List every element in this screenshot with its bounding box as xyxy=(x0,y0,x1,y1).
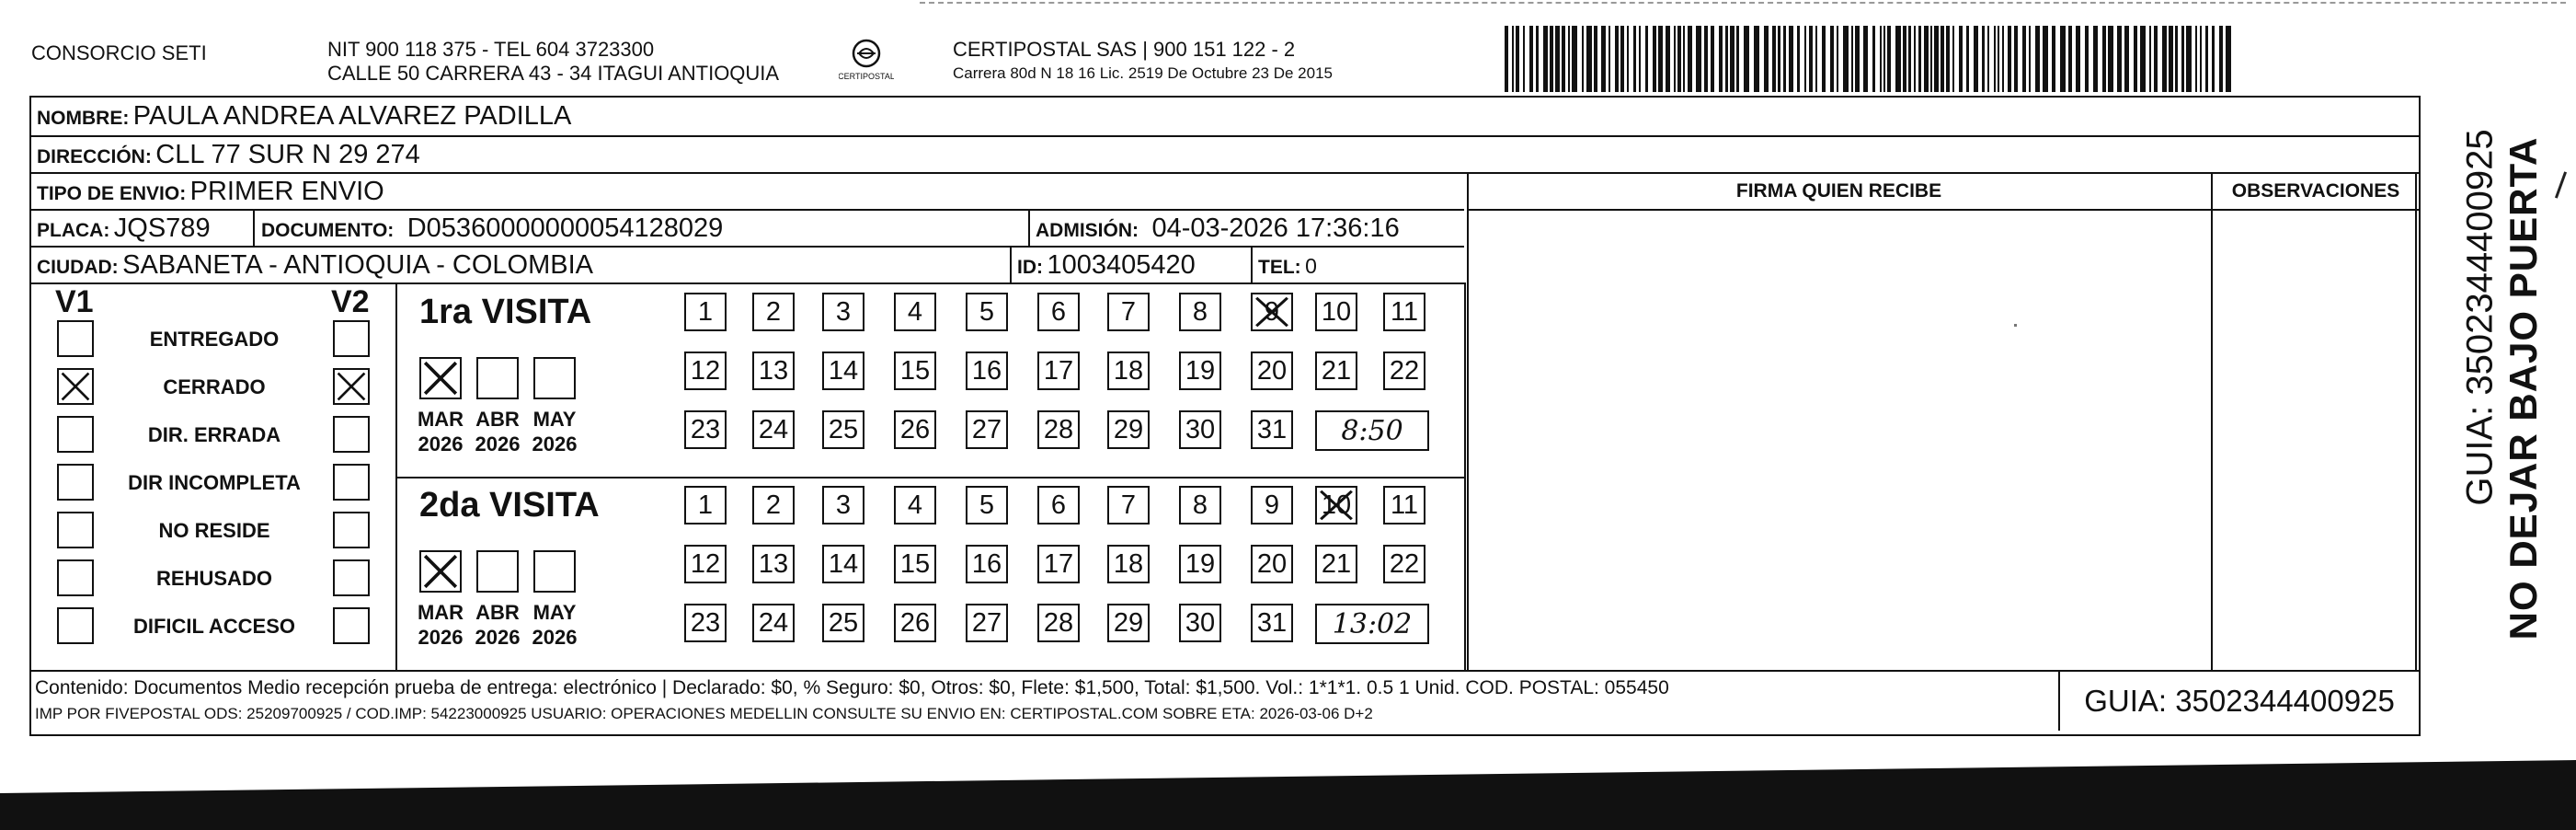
visit-title: 2da VISITA xyxy=(419,486,600,525)
month-label xyxy=(469,407,526,456)
day-cell[interactable]: 24 xyxy=(752,604,795,642)
month-checkbox[interactable] xyxy=(419,357,462,399)
barcode-bar xyxy=(1688,26,1692,92)
barcode-bar xyxy=(1772,26,1776,92)
barcode-bar xyxy=(1987,26,1989,92)
day-cell[interactable]: 12 xyxy=(684,352,727,390)
day-cell[interactable]: 17 xyxy=(1037,545,1080,583)
day-cell[interactable]: 12 xyxy=(684,545,727,583)
barcode-bar xyxy=(1895,26,1901,92)
day-cell[interactable]: 19 xyxy=(1179,545,1221,583)
day-cell[interactable]: 14 xyxy=(822,352,864,390)
month-name: MAR xyxy=(417,408,464,431)
day-cell[interactable]: 25 xyxy=(822,410,864,449)
x-mark-icon xyxy=(421,552,460,591)
day-cell[interactable]: 23 xyxy=(684,410,727,449)
barcode-bar xyxy=(2052,26,2055,92)
barcode-bar xyxy=(2226,26,2231,92)
day-cell[interactable]: 26 xyxy=(894,410,936,449)
barcode-bar xyxy=(1822,26,1826,92)
tel-value: 0 xyxy=(1305,254,1317,278)
header-cols-line xyxy=(1467,209,2419,211)
barcode-bar xyxy=(1653,26,1656,92)
placa-value: JQS789 xyxy=(113,213,211,243)
barcode-bar xyxy=(2068,26,2072,92)
barcode-bar xyxy=(1966,26,1969,92)
row-line-2 xyxy=(29,172,2421,174)
day-cell[interactable]: 29 xyxy=(1107,410,1150,449)
barcode-bar xyxy=(1568,26,1570,92)
nombre-label: NOMBRE: xyxy=(37,108,130,129)
tipo-envio-value: PRIMER ENVIO xyxy=(189,177,384,206)
status-label: CERRADO xyxy=(163,375,266,398)
id-field xyxy=(1017,250,1196,281)
barcode-bar xyxy=(2085,26,2089,92)
form-border-bottom xyxy=(29,734,2421,736)
nit-tel: NIT 900 118 375 - TEL 604 3723300 xyxy=(327,38,655,61)
v2-checkbox[interactable] xyxy=(333,607,370,644)
day-cell[interactable]: 22 xyxy=(1383,352,1425,390)
v1-header: V1 xyxy=(55,284,94,319)
barcode-bar xyxy=(1941,26,1944,92)
scan-bottom-edge xyxy=(0,760,2576,830)
v1-checkbox[interactable] xyxy=(57,464,94,501)
day-cell[interactable]: 16 xyxy=(966,352,1008,390)
day-cell[interactable]: 3 xyxy=(822,486,864,525)
barcode-bar xyxy=(2140,26,2146,92)
scan-speck xyxy=(2014,324,2017,327)
tel-label: TEL: xyxy=(1258,257,1301,278)
id-sep xyxy=(1010,246,1012,282)
day-cell[interactable]: 6 xyxy=(1037,486,1080,525)
v2-checkbox[interactable] xyxy=(333,512,370,548)
barcode-bar xyxy=(2102,26,2106,92)
row-line-1 xyxy=(29,135,2421,137)
day-cell[interactable]: 19 xyxy=(1179,352,1221,390)
guia-box: GUIA: 3502344400925 xyxy=(2058,672,2419,731)
barcode-bar xyxy=(2205,26,2208,92)
barcode-bar xyxy=(1974,26,1978,92)
observaciones-header: OBSERVACIONES xyxy=(2231,180,2400,202)
month-year: 2026 xyxy=(418,626,464,649)
day-cell[interactable]: 29 xyxy=(1107,604,1150,642)
documento-field xyxy=(261,213,723,244)
month-name: ABR xyxy=(475,408,520,431)
v2-checkbox[interactable] xyxy=(333,368,370,405)
month-name: ABR xyxy=(475,601,520,624)
barcode-bar xyxy=(1586,26,1592,92)
day-cell[interactable]: 1 xyxy=(684,293,727,331)
barcode-bar xyxy=(1615,26,1619,92)
barcode-bar xyxy=(2076,26,2080,92)
row-line-3 xyxy=(29,209,1464,211)
barcode-bar xyxy=(1658,26,1663,92)
v2-checkbox[interactable] xyxy=(333,416,370,453)
svg-text:CERTIPOSTAL: CERTIPOSTAL xyxy=(839,72,894,81)
barcode-bar xyxy=(1863,26,1868,92)
barcode-bar xyxy=(2149,26,2151,92)
day-cell[interactable]: 5 xyxy=(966,293,1008,331)
placa-field xyxy=(37,213,211,244)
barcode-bar xyxy=(1855,26,1860,92)
x-mark-icon xyxy=(421,359,460,398)
day-cell[interactable]: 31 xyxy=(1251,410,1293,449)
day-cell[interactable]: 31 xyxy=(1251,604,1293,642)
barcode-bar xyxy=(2195,26,2197,92)
day-cell[interactable]: 26 xyxy=(894,604,936,642)
certipostal-line1: CERTIPOSTAL SAS | 900 151 122 - 2 xyxy=(953,38,1296,61)
barcode-bar xyxy=(1744,26,1749,92)
barcode-bar xyxy=(2108,26,2113,92)
id-value: 1003405420 xyxy=(1047,250,1196,280)
day-cell[interactable]: 23 xyxy=(684,604,727,642)
certipostal-logo-icon xyxy=(839,37,894,92)
v2-checkbox[interactable] xyxy=(333,464,370,501)
tipo-envio-label: TIPO DE ENVIO: xyxy=(37,183,187,204)
day-cell[interactable]: 10 xyxy=(1315,486,1357,525)
barcode-bar xyxy=(1620,26,1624,92)
barcode-bar xyxy=(2014,26,2018,92)
barcode-bar xyxy=(1627,26,1629,92)
barcode-bar xyxy=(1946,26,1950,92)
firma-col-left xyxy=(1467,172,1469,672)
status-label: NO RESIDE xyxy=(158,519,270,542)
day-cell[interactable]: 7 xyxy=(1107,293,1150,331)
month-name: MAR xyxy=(417,601,464,624)
documento-value: D05360000000054128029 xyxy=(406,213,724,243)
barcode-bar xyxy=(1924,26,1929,92)
id-label: ID: xyxy=(1017,257,1043,278)
barcode-bar xyxy=(1677,26,1681,92)
barcode-bar xyxy=(2186,26,2192,92)
barcode-bar xyxy=(2212,26,2215,92)
status-label: DIFICIL ACCESO xyxy=(132,615,295,638)
barcode-bar xyxy=(1633,26,1636,92)
month-label xyxy=(469,600,526,650)
side-warning: NO DEJAR BAJO PUERTA xyxy=(2502,136,2545,640)
v1-checkbox[interactable] xyxy=(57,607,94,644)
barcode-bar xyxy=(1601,26,1606,92)
status-label: DIR. ERRADA xyxy=(147,423,281,446)
tel-sep xyxy=(1251,246,1253,282)
barcode-bar xyxy=(2181,26,2184,92)
day-cell[interactable]: 14 xyxy=(822,545,864,583)
row-line-4 xyxy=(29,246,1464,248)
x-mark-icon xyxy=(59,370,92,403)
barcode-bar xyxy=(2175,26,2178,92)
barcode-bar xyxy=(2200,26,2202,92)
visit-title: 1ra VISITA xyxy=(419,293,592,331)
barcode-bar xyxy=(1837,26,1838,92)
v1-checkbox[interactable] xyxy=(57,320,94,357)
day-cell[interactable]: 6 xyxy=(1037,293,1080,331)
day-cell[interactable]: 2 xyxy=(752,293,795,331)
day-cell[interactable]: 7 xyxy=(1107,486,1150,525)
ciudad-value: SABANETA - ANTIOQUIA - COLOMBIA xyxy=(122,250,594,280)
day-cell[interactable]: 30 xyxy=(1179,410,1221,449)
barcode-bar xyxy=(1880,26,1882,92)
barcode-bar xyxy=(2022,26,2026,92)
barcode-bar xyxy=(1536,26,1539,92)
day-cell[interactable]: 30 xyxy=(1179,604,1221,642)
nombre-value: PAULA ANDREA ALVAREZ PADILLA xyxy=(132,101,572,131)
day-cell[interactable]: 8 xyxy=(1179,293,1221,331)
month-checkbox[interactable] xyxy=(533,357,576,399)
day-cell[interactable]: 27 xyxy=(966,410,1008,449)
ciudad-label: CIUDAD: xyxy=(37,257,119,278)
day-cell[interactable]: 18 xyxy=(1107,545,1150,583)
day-cell[interactable]: 18 xyxy=(1107,352,1150,390)
day-cell[interactable]: 28 xyxy=(1037,410,1080,449)
day-cell[interactable]: 15 xyxy=(894,545,936,583)
day-cell[interactable]: 20 xyxy=(1251,352,1293,390)
month-year: 2026 xyxy=(418,432,464,455)
barcode-bar xyxy=(1582,26,1584,92)
barcode-bar xyxy=(1736,26,1739,92)
month-name: MAY xyxy=(532,408,577,431)
barcode-bar xyxy=(1512,26,1514,92)
barcode-bar xyxy=(1764,26,1769,92)
day-cell[interactable]: 9 xyxy=(1251,486,1293,525)
placa-label: PLACA: xyxy=(37,220,110,241)
day-cell[interactable]: 9 xyxy=(1251,293,1293,331)
barcode-bar xyxy=(1883,26,1885,92)
barcode-bar xyxy=(1815,26,1817,92)
company-address: CALLE 50 CARRERA 43 - 34 ITAGUI ANTIOQUIA xyxy=(327,62,780,85)
month-label xyxy=(412,407,469,456)
month-checkbox[interactable] xyxy=(476,357,519,399)
barcode-bar xyxy=(1851,26,1853,92)
admision-sep xyxy=(1028,209,1030,246)
placa-sep xyxy=(253,209,255,246)
barcode-bar xyxy=(1555,26,1560,92)
barcode-bar xyxy=(1523,26,1525,92)
status-label: REHUSADO xyxy=(156,567,272,590)
barcode-bar xyxy=(1930,26,1932,92)
day-cell[interactable]: 28 xyxy=(1037,604,1080,642)
admision-value: 04-03-2026 17:36:16 xyxy=(1151,213,1400,243)
x-mark-icon xyxy=(1317,488,1356,523)
month-year: 2026 xyxy=(532,626,578,649)
month-label xyxy=(526,600,583,650)
row-line-5 xyxy=(29,282,1464,284)
day-cell[interactable]: 4 xyxy=(894,486,936,525)
day-cell[interactable]: 16 xyxy=(966,545,1008,583)
barcode-bar xyxy=(1543,26,1548,92)
barcode-bar xyxy=(1609,26,1610,92)
month-label xyxy=(526,407,583,456)
barcode-bar xyxy=(1754,26,1759,92)
barcode-bar xyxy=(1830,26,1834,92)
barcode-bar xyxy=(1872,26,1875,92)
day-cell[interactable]: 11 xyxy=(1383,486,1425,525)
firma-header: FIRMA QUIEN RECIBE xyxy=(1735,180,1942,202)
month-checkbox[interactable] xyxy=(419,550,462,593)
barcode-bar xyxy=(1696,26,1701,92)
barcode-bar xyxy=(1529,26,1533,92)
barcode-bar xyxy=(1903,26,1906,92)
barcode-bar xyxy=(2117,26,2122,92)
day-cell[interactable]: 25 xyxy=(822,604,864,642)
barcode-bar xyxy=(1908,26,1911,92)
barcode-bar xyxy=(1711,26,1714,92)
month-label xyxy=(412,600,469,650)
barcode-bar xyxy=(1666,26,1670,92)
barcode-bar xyxy=(1959,26,1963,92)
barcode-bar xyxy=(1719,26,1723,92)
day-cell[interactable]: 3 xyxy=(822,293,864,331)
barcode-bar xyxy=(1797,26,1800,92)
day-cell[interactable]: 20 xyxy=(1251,545,1293,583)
nombre-row xyxy=(37,101,571,132)
barcode-bar xyxy=(1934,26,1939,92)
barcode-bar xyxy=(2060,26,2066,92)
ciudad-field xyxy=(37,250,593,281)
barcode-bar xyxy=(1952,26,1954,92)
direccion-value: CLL 77 SUR N 29 274 xyxy=(155,140,420,169)
barcode-bar xyxy=(2219,26,2223,92)
v2-header: V2 xyxy=(331,284,370,319)
day-cell[interactable]: 8 xyxy=(1179,486,1221,525)
day-cell[interactable]: 13 xyxy=(752,545,795,583)
day-cell[interactable]: 15 xyxy=(894,352,936,390)
barcode-bar xyxy=(1887,26,1891,92)
tel-field xyxy=(1258,254,1317,279)
day-cell[interactable]: 2 xyxy=(752,486,795,525)
barcode-bar xyxy=(2002,26,2004,92)
admision-label: ADMISIÓN: xyxy=(1036,220,1139,241)
top-perforation xyxy=(920,2,2566,4)
v2-checkbox[interactable] xyxy=(333,559,370,596)
barcode-bar xyxy=(2043,26,2048,92)
barcode-bar xyxy=(1639,26,1641,92)
side-guia: GUIA: 3502344400925 xyxy=(2459,129,2501,506)
barcode-bar xyxy=(2134,26,2137,92)
visits-divider xyxy=(395,477,1466,478)
barcode-bar xyxy=(1645,26,1648,92)
barcode-bar xyxy=(2124,26,2129,92)
direccion-label: DIRECCIÓN: xyxy=(37,146,152,167)
x-mark-icon xyxy=(335,370,368,403)
barcode-bar xyxy=(2029,26,2031,92)
v1-checkbox[interactable] xyxy=(57,512,94,548)
certipostal-logo xyxy=(839,37,894,92)
footer-content-line: Contenido: Documentos Medio recepción prueba de entrega: electrónico | Declarado: $0, % Seguro: $0, Otros: $0, Flete: $1,500, Total: $1,500. Vol.: 1*1*1. 0.5 1 Unid. COD. POSTAL: 055450 xyxy=(35,677,1669,698)
barcode-bar xyxy=(1730,26,1735,92)
barcode-bar xyxy=(1918,26,1921,92)
v1-checkbox[interactable] xyxy=(57,559,94,596)
barcode-bar xyxy=(2008,26,2011,92)
day-cell[interactable]: 4 xyxy=(894,293,936,331)
day-cell[interactable]: 11 xyxy=(1383,293,1425,331)
form-border-left xyxy=(29,96,31,736)
barcode-bar xyxy=(1594,26,1597,92)
obs-col-left xyxy=(2211,172,2213,672)
barcode-bar xyxy=(2162,26,2167,92)
barcode-bar xyxy=(1804,26,1806,92)
month-year: 2026 xyxy=(475,626,521,649)
barcode-bar xyxy=(1778,26,1780,92)
tipo-envio-row xyxy=(37,177,384,207)
barcode-bar xyxy=(1914,26,1916,92)
side-mark xyxy=(2555,171,2567,198)
v1-checkbox[interactable] xyxy=(57,416,94,453)
day-cell[interactable]: 13 xyxy=(752,352,795,390)
company-name: CONSORCIO SETI xyxy=(31,41,207,64)
barcode-bar xyxy=(1516,26,1519,92)
day-cell[interactable]: 27 xyxy=(966,604,1008,642)
month-checkbox[interactable] xyxy=(476,550,519,593)
barcode-bar xyxy=(1550,26,1553,92)
barcode-bar xyxy=(1683,26,1685,92)
barcode-bar xyxy=(1562,26,1565,92)
month-year: 2026 xyxy=(532,432,578,455)
form-border-right xyxy=(2419,96,2421,736)
month-name: MAY xyxy=(532,601,577,624)
barcode-bar xyxy=(2169,26,2173,92)
barcode-bar xyxy=(1789,26,1793,92)
day-cell[interactable]: 21 xyxy=(1315,545,1357,583)
barcode-bar xyxy=(1809,26,1813,92)
certipostal-line2: Carrera 80d N 18 16 Lic. 2519 De Octubre 23 De 2015 xyxy=(953,64,1333,82)
barcode-bar xyxy=(1998,26,1999,92)
admision-field xyxy=(1036,213,1400,244)
day-cell[interactable]: 21 xyxy=(1315,352,1357,390)
month-checkbox[interactable] xyxy=(533,550,576,593)
direccion-row xyxy=(37,140,420,170)
day-cell[interactable]: 10 xyxy=(1315,293,1357,331)
footer-meta-line: IMP POR FIVEPOSTAL ODS: 25209700925 / COD.IMP: 54223000925 USUARIO: OPERACIONES MEDELLIN CONSULTE SU ENVIO EN: CERTIPOSTAL.COM SOBRE ETA: 2026-03-06 D+2 xyxy=(35,705,1373,722)
barcode-bar xyxy=(2035,26,2040,92)
barcode-bar xyxy=(1674,26,1676,92)
day-cell[interactable]: 5 xyxy=(966,486,1008,525)
barcode-bar xyxy=(2093,26,2098,92)
day-cell[interactable]: 24 xyxy=(752,410,795,449)
v1-checkbox[interactable] xyxy=(57,368,94,405)
barcode-bar xyxy=(1982,26,1985,92)
barcode-bar xyxy=(1704,26,1708,92)
barcode-bar xyxy=(1843,26,1849,92)
barcode-bar xyxy=(1783,26,1786,92)
barcode-bar xyxy=(2154,26,2158,92)
barcode-bar xyxy=(1725,26,1728,92)
status-label: ENTREGADO xyxy=(149,328,280,351)
barcode xyxy=(1505,26,2240,92)
barcode-bar xyxy=(1505,26,1508,92)
barcode-bar xyxy=(1994,26,1996,92)
handwritten-time: 8:50 xyxy=(1315,410,1429,451)
form-border-top xyxy=(29,96,2421,98)
x-mark-icon xyxy=(1253,294,1291,329)
month-year: 2026 xyxy=(475,432,521,455)
barcode-bar xyxy=(1572,26,1577,92)
status-label: DIR INCOMPLETA xyxy=(128,471,301,494)
handwritten-time: 13:02 xyxy=(1315,604,1429,644)
obs-col-right xyxy=(2415,172,2417,672)
day-cell[interactable]: 17 xyxy=(1037,352,1080,390)
v2-checkbox[interactable] xyxy=(333,320,370,357)
documento-label: DOCUMENTO: xyxy=(261,220,395,241)
day-cell[interactable]: 1 xyxy=(684,486,727,525)
day-cell[interactable]: 22 xyxy=(1383,545,1425,583)
